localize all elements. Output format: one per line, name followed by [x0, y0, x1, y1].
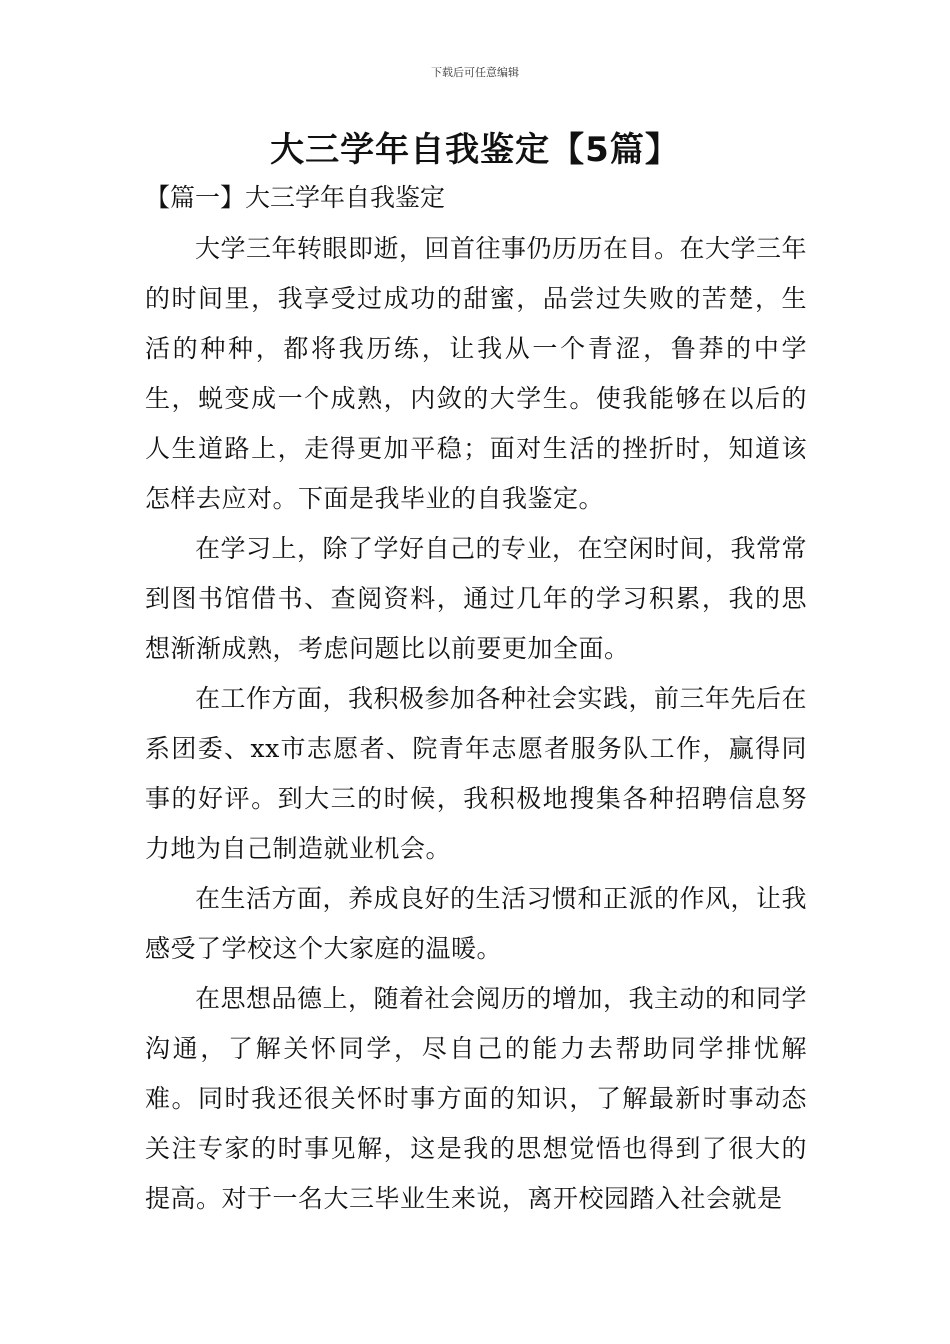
section-heading: 【篇一】大三学年自我鉴定 — [145, 183, 446, 212]
paragraph: 大学三年转眼即逝，回首往事仍历历在目。在大学三年的时间里，我享受过成功的甜蜜，品尝过失败的苦楚，生活的种种，都将我历练，让我从一个青涩，鲁莽的中学生，蜕变成一个成熟，内敛的大学生。使我能够在以后的人生道路上，走得更加平稳；面对生活的挫折时，知道该怎样去应对。下面是我毕业的自我鉴定。 — [145, 234, 808, 513]
document-body — [145, 224, 807, 1224]
paragraph: 在工作方面，我积极参加各种社会实践，前三年先后在系团委、xx市志愿者、院青年志愿者服务队工作，赢得同事的好评。到大三的时候，我积极地搜集各种招聘信息努力地为自己制造就业机会。 — [145, 684, 808, 863]
header-note: 下载后可任意编辑 — [431, 66, 519, 79]
paragraph: 在学习上，除了学好自己的专业，在空闲时间，我常常到图书馆借书、查阅资料，通过几年的学习积累，我的思想渐渐成熟，考虑问题比以前要更加全面。 — [145, 534, 808, 663]
paragraph: 在生活方面，养成良好的生活习惯和正派的作风，让我感受了学校这个大家庭的温暖。 — [145, 884, 808, 963]
paragraph: 在思想品德上，随着社会阅历的增加，我主动的和同学沟通，了解关怀同学，尽自己的能力去帮助同学排忧解难。同时我还很关怀时事方面的知识，了解最新时事动态关注专家的时事见解，这是我的思想觉悟也得到了很大的提高。对于一名大三毕业生来说，离开校园踏入社会就是 — [145, 984, 808, 1213]
document-title: 大三学年自我鉴定【5篇】 — [270, 130, 680, 170]
